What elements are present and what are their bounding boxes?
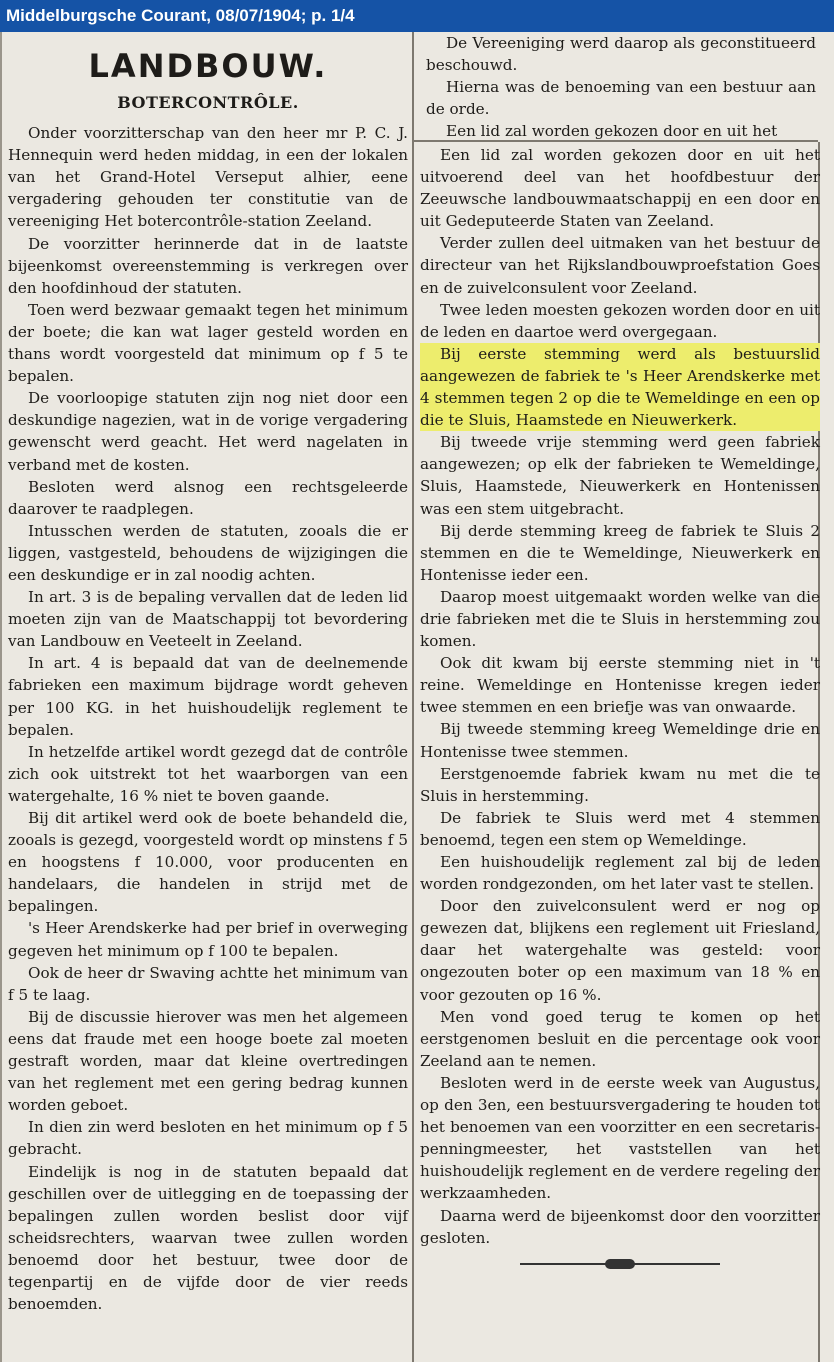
end-ornament [520,1259,720,1269]
paragraph: In hetzelfde artikel wordt gezegd dat de contrôle zich ook uitstrekt tot het waarborgen van een watergehalte, 16 % niet te boven gaande. [8,742,408,805]
paragraph: Een huishoudelijk reglement zal bij de leden worden rondgezonden, om het later vast te stellen. [420,853,820,894]
paragraph: Men vond goed terug te komen op het eerstgenomen besluit en die percentage ook voor Zeeland aan te nemen. [420,1007,820,1070]
paragraph: Bij tweede vrije stemming werd geen fabriek aangewezen; op elk der fabrieken te Wemeldinge, Sluis, Haamstede, Nieuwerkerk en Hontenissen was een stem uitgebracht. [420,433,820,518]
newspaper-page [0,32,834,1362]
paragraph: Toen werd bezwaar gemaakt tegen het minimum der boete; die kan wat lager gesteld worden en thans wordt voorgesteld dat minimum op f 5 te bepalen. [8,300,408,386]
section-title: LANDBOUW. [88,47,328,85]
page-edge [0,32,2,1362]
paragraph: Besloten werd in de eerste week van Augustus, op den 3en, een bestuursvergadering te houden tot het benoemen van een voorzitter en een secretaris-penningmeester, het vaststellen van het huishoudelijk reglement en de verdere regeling der werkzaamheden. [420,1073,820,1203]
paragraph: Eindelijk is nog in de statuten bepaald dat geschillen over de uitlegging en de toepassing der bepalingen zullen worden beslist door vijf scheidsrechters, waarvan twee zullen worden benoemd door het bestuur, twee door de tegenpartij en de vijfde door de vier reeds benoemden. [8,1162,408,1314]
paragraph: In dien zin werd besloten en het minimum op f 5 gebracht. [8,1118,408,1159]
paragraph: Daarop moest uitgemaakt worden welke van die drie fabrieken met die te Sluis in herstemming zou komen. [420,587,820,651]
page-caption: Middelburgsche Courant, 08/07/1904; p. 1/4 [0,0,834,32]
highlighted-paragraph: Bij eerste stemming werd als bestuurslid aangewezen de fabriek te 's Heer Arendskerke met 4 stemmen tegen 2 op die te Wemeldinge en een op die te Sluis, Haamstede en Nieuwerkerk. [420,343,820,431]
paragraph: Besloten werd alsnog een rechtsgeleerde daarover te raadplegen. [8,477,408,518]
paragraph: Door den zuivelconsulent werd er nog op gewezen dat, blijkens een reglement uit Friesland, daar het watergehalte was gesteld: voor ongezouten boter op een maximum van 18 % en voor gezouten op 16 %. [420,897,820,1004]
paragraph: In art. 3 is de bepaling vervallen dat de leden lid moeten zijn van de Maatschappij tot bevordering van Landbouw en Veeteelt in Zeeland. [8,588,408,651]
paragraph: In art. 4 is bepaald dat van de deelnemende fabrieken een maximum bijdrage wordt geheven per 100 KG. in het huishoudelijk reglement te bepalen. [8,654,408,739]
article-subtitle: BOTERCONTRÔLE. [117,93,299,112]
paragraph: Een lid zal worden gekozen door en uit het uitvoerend deel van het hoofdbestuur der Zeeuwsche landbouwmaatschappij en een door en uit Gedeputeerde Staten van Zeeland. [420,146,820,231]
paragraph: De voorzitter herinnerde dat in de laatste bijeenkomst overeenstemming is verkregen over den hoofdinhoud der statuten. [8,234,408,297]
paragraph: Bij tweede stemming kreeg Wemeldinge drie en Hontenisse twee stemmen. [420,720,820,761]
column-divider [412,32,414,1362]
paragraph: Intusschen werden de statuten, zooals die er liggen, vastgesteld, behoudens de wijzigingen die een deskundige er in zal noodig achten. [8,521,408,584]
paragraph: Hierna was de benoeming van een bestuur aan de orde. [426,78,816,119]
paragraph: De fabriek te Sluis werd met 4 stemmen benoemd, tegen een stem op Wemeldinge. [420,808,820,849]
paragraph: Een lid zal worden gekozen door en uit het [446,122,778,141]
paragraph: Twee leden moesten gekozen worden door en uit de leden en daartoe werd overgegaan. [420,300,820,341]
right-column [420,144,820,1269]
paragraph: De Vereeniging werd daarop als geconstitueerd beschouwd. [426,34,816,75]
paragraph: Bij derde stemming kreeg de fabriek te Sluis 2 stemmen en die te Wemeldinge, Nieuwerkerk en Hontenisse ieder een. [420,521,820,584]
paragraph: De voorloopige statuten zijn nog niet door een deskundige nagezien, wat in de vorige vergadering gewenscht werd geacht. Het werd nagelaten in verband met de kosten. [8,389,408,474]
paragraph: Bij dit artikel werd ook de boete behandeld die, zooals is gezegd, voorgesteld wordt op minstens f 5 en hoogstens f 10.000, voor producenten en handelaars, die handelen in strijd met de bepalingen. [8,809,408,916]
paragraph: Bij de discussie hierover was men het algemeen eens dat fraude met een hooge boete zal moeten gestraft worden, maar dat kleine overtredingen van het reglement met een gering bedrag kunnen worden geboet. [8,1007,408,1115]
paragraph: Verder zullen deel uitmaken van het bestuur de directeur van het Rijkslandbouwproefstation Goes en de zuivelconsulent voor Zeeland. [420,234,820,297]
paragraph: Ook dit kwam bij eerste stemming niet in 't reine. Wemeldinge en Hontenisse kregen ieder twee stemmen en een briefje was van onwaarde. [420,654,820,717]
paragraph: Eerstgenoemde fabriek kwam nu met die te Sluis in herstemming. [420,764,820,805]
paragraph: Onder voorzitterschap van den heer mr P. C. J. Hennequin werd heden middag, in een der lokalen van het Grand-Hotel Verseput alhier, eene vergadering gehouden ter constitutie van de vereeniging Het botercontrôle-station Zeeland. [8,124,408,231]
paragraph: Daarna werd de bijeenkomst door den voorzitter gesloten. [420,1206,820,1247]
paragraph: Ook de heer dr Swaving achtte het minimum van f 5 te laag. [8,963,408,1004]
left-column [8,32,408,1315]
paragraph: 's Heer Arendskerke had per brief in overweging gegeven het minimum op f 100 te bepalen. [8,919,408,960]
right-top-clipping [426,32,816,142]
